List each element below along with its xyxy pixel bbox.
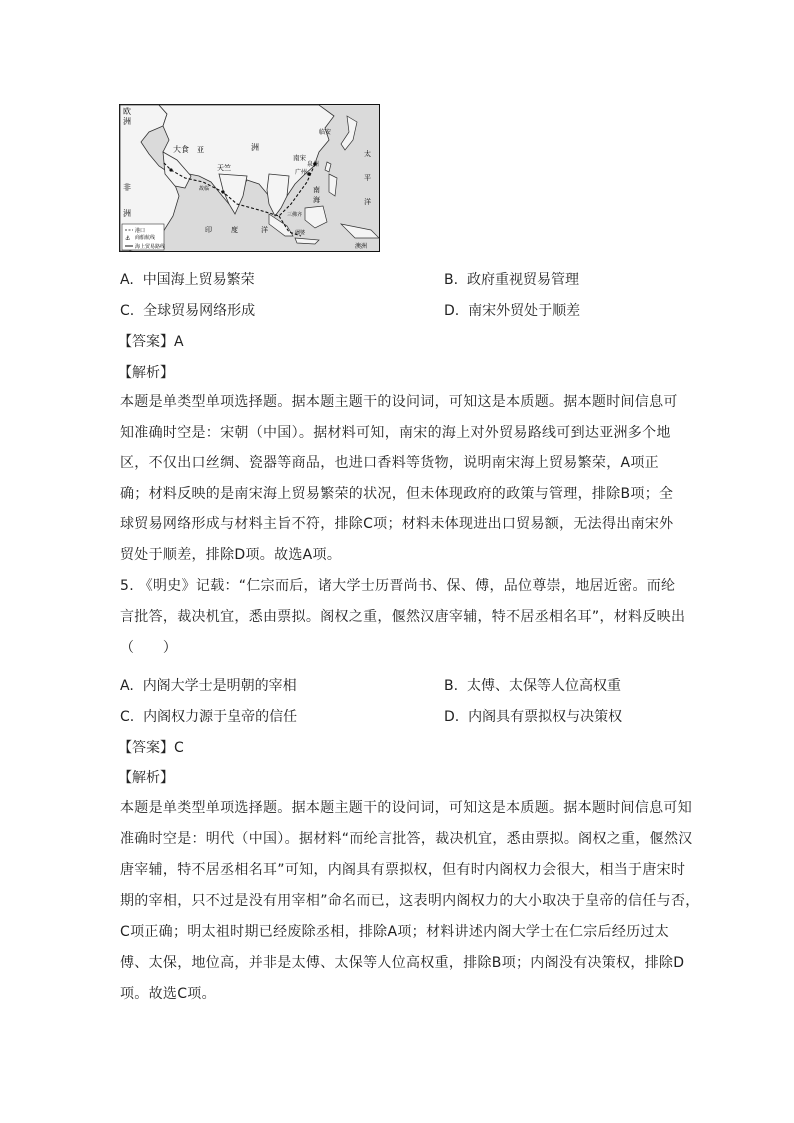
- q4-option-d: D. 南宋外贸处于顺差: [444, 303, 581, 319]
- map-label-20: 澳洲: [355, 243, 368, 250]
- trade-route-map: [119, 104, 380, 252]
- q5-option-c: C. 内阁权力源于皇帝的信任: [120, 709, 298, 725]
- map-label-23: 阇婆: [295, 230, 306, 236]
- map-label-7: 洲: [123, 209, 131, 218]
- legend-item-2: 海上贸易路线: [135, 244, 166, 250]
- q4-answer: 【答案】A: [118, 334, 184, 350]
- map-label-17: 印: [205, 226, 212, 234]
- map-label-6: 非: [123, 183, 131, 192]
- q5-stem-line: 言批答，裁决机宜，悉由票拟。阁权之重，偃然汉唐宰辅，特不居丞相名耳”，材料反映出: [120, 609, 686, 625]
- q4-analysis-line: 贸处于顺差，排除D项。故选A项。: [120, 547, 342, 563]
- map-label-9: 临安: [319, 129, 332, 136]
- q4-option-b: B. 政府重视贸易管理: [444, 272, 579, 288]
- map-svg: [119, 104, 380, 252]
- legend-item-0: 港口: [135, 228, 146, 234]
- map-label-5: 天竺: [217, 164, 231, 172]
- q5-analysis-line: 期的宰相，只不过是没有用宰相”命名而已，这表明内阁权力的大小取决于皇帝的信任与否，: [120, 893, 700, 909]
- map-label-19: 洋: [261, 226, 268, 234]
- anchor-icon: ⚓: [125, 235, 131, 242]
- q5-analysis-line: 项。故选C项。: [120, 986, 216, 1002]
- map-label-1: 洲: [123, 117, 131, 126]
- map-label-3: 亚: [197, 146, 204, 154]
- map-label-11: 广州: [295, 169, 308, 176]
- map-label-10: 泉州: [307, 161, 320, 168]
- map-label-22: 三佛齐: [287, 212, 303, 218]
- map-label-2: 大食: [173, 145, 189, 154]
- map-label-16: 海: [313, 196, 320, 204]
- q5-option-d: D. 内阁具有票拟权与决策权: [444, 709, 623, 725]
- q4-analysis-line: 知准确时空是：宋朝（中国）。据材料可知，南宋的海上对外贸易路线可到达亚洲多个地: [120, 425, 671, 441]
- port-arabia: [169, 168, 172, 171]
- map-label-4: 洲: [251, 143, 259, 152]
- q4-option-a: A. 中国海上贸易繁荣: [120, 272, 255, 288]
- q5-analysis-line: 傅、太保，地位高，并非是太傅、太保等人位高权重，排除B项；内阁没有决策权，排除D: [120, 955, 685, 971]
- q5-analysis-line: 准确时空是：明代（中国）。据材料“而纶言批答，裁决机宜，悉由票拟。阁权之重，偃然汉: [120, 831, 693, 847]
- q4-analysis-line: 本题是单类型单项选择题。据本题主题干的设问词，可知这是本质题。据本题时间信息可: [120, 394, 678, 410]
- q4-analysis-line: 区，不仅出口丝绸、瓷器等商品，也进口香料等货物，说明南宋海上贸易繁荣，A项正: [120, 455, 659, 471]
- map-label-8: 南宋: [293, 154, 306, 162]
- map-label-0: 欧: [123, 107, 131, 116]
- q5-analysis-label: 【解析】: [118, 770, 174, 786]
- q5-answer: 【答案】C: [118, 740, 184, 756]
- q5-analysis-line: 唐宰辅，特不居丞相名耳”可知，内阁具有票拟权，但有时内阁权力会很大，相当于唐宋时: [120, 862, 686, 878]
- map-label-18: 度: [231, 226, 238, 234]
- q5-option-b: B. 太傅、太保等人位高权重: [444, 678, 621, 694]
- q5-analysis-line: C项正确；明太祖时期已经废除丞相，排除A项；材料讲述内阁大学士在仁宗后经历过太: [120, 924, 670, 940]
- q5-option-a: A. 内阁大学士是明朝的宰相: [120, 678, 297, 694]
- q4-analysis-line: 确；材料反映的是南宋海上贸易繁荣的状况，但未体现政府的政策与管理，排除B项；全: [120, 486, 674, 502]
- map-label-14: 洋: [364, 198, 371, 206]
- map-label-12: 太: [364, 150, 371, 158]
- map-label-15: 南: [313, 186, 320, 194]
- port-gulin: [221, 190, 224, 193]
- q4-analysis-label: 【解析】: [118, 365, 174, 381]
- port-guangzhou: [307, 172, 311, 176]
- legend-item-1: 商船航线: [135, 235, 156, 241]
- q4-option-c: C. 全球贸易网络形成: [120, 303, 256, 319]
- map-label-13: 平: [364, 174, 371, 182]
- q5-stem-line: （ ）: [120, 640, 178, 656]
- q5-stem-line: 5. 《明史》记载：“仁宗而后，诸大学士历晋尚书、保、傅，品位尊崇，地居近密。而纶: [120, 578, 676, 594]
- map-label-21: 故临: [199, 186, 210, 192]
- q5-analysis-line: 本题是单类型单项选择题。据本题主题干的设问词，可知这是本质题。据本题时间信息可知: [120, 800, 692, 816]
- q4-analysis-line: 球贸易网络形成与材料主旨不符，排除C项；材料未体现进出口贸易额，无法得出南宋外: [120, 516, 674, 532]
